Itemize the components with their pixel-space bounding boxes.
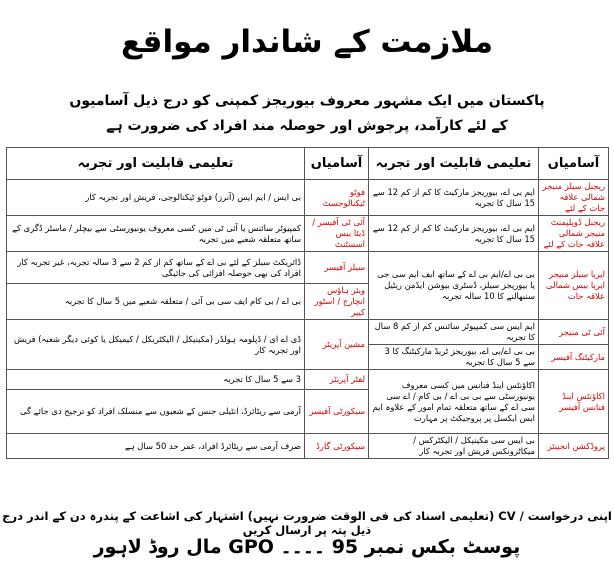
left-post: مشین آپریٹر xyxy=(305,320,369,370)
left-qualification: آرمی سے ریٹائرڈ، انٹیلی جنس کے شعبوں سے منسلک افراد کو ترجیح دی جائے گی xyxy=(7,390,305,434)
postal-address: پوسٹ بکس نمبر 95 ۔۔۔۔ GPO مال روڈ لاہور xyxy=(93,536,521,558)
right-post: پروڈکشن انجینئر xyxy=(539,434,609,459)
left-post: ویئر ہاؤس انچارج / اسٹور کیپر xyxy=(305,284,369,320)
table-row xyxy=(7,180,609,216)
right-qualification: ایم بی اے، بیوریجز مارکیٹ کا کم از کم 12 سے 15 سال کا تجربہ xyxy=(369,216,539,252)
header-post-left: آسامیاں xyxy=(305,148,369,180)
ad-headline: ملازمت کے شاندار مواقع xyxy=(120,24,494,60)
left-post: آئی ٹی آفیسر / ڈیٹا بیس اسسٹنٹ xyxy=(305,216,369,252)
right-post: مارکیٹنگ آفیسر xyxy=(539,345,609,370)
application-instructions: اپنی درخواست / CV (تعلیمی اسناد کی فی الوقت ضرورت نہیں) اشتہار کی اشاعت کے پندرہ دن کے اندر درج ذیل پتہ پر ارسال کریں xyxy=(2,509,612,537)
right-qualification: اکاؤنٹس اینڈ فنانس میں کسی معروف یونیورسٹی سے بی بی اے / بی کام / اے سی سی اے کے ساتھ متعلقہ تمام امور کے علاوہ ایم ایس ایکسل پر پروجیکٹ پر مہارت xyxy=(369,370,539,434)
left-qualification: 3 سے 5 سال کا تجربہ xyxy=(7,370,305,390)
right-post: اکاؤنٹس اینڈ فنانس آفیسر xyxy=(539,370,609,434)
left-post: لفٹر آپریٹر xyxy=(305,370,369,390)
right-qualification: بی ایس سی مکینیکل / الیکٹرکس / میکاٹرونکس فریش اور تجربہ کار xyxy=(369,434,539,459)
left-qualification: بی ایس / ایم ایس (آنرز) فوٹو ٹیکنالوجی، فریش اور تجربہ کار xyxy=(7,180,305,216)
ad-subheading-line-2: کے لئے کارآمد، پرجوش اور حوصلہ مند افراد کی ضرورت ہے xyxy=(106,118,508,134)
table-header-row xyxy=(7,148,609,180)
vacancies-table xyxy=(6,147,609,459)
header-qualification-right: تعلیمی قابلیت اور تجربہ xyxy=(369,148,539,180)
table-row xyxy=(7,370,609,390)
left-qualification: ڈی اے ای / ڈپلومہ ہولڈر (مکینیکل / الیکٹریکل / کیمیکل یا کوئی دیگر شعبہ) فریش اور تجربہ کار xyxy=(7,320,305,370)
left-post: سیکورٹی آفیسر xyxy=(305,390,369,434)
right-qualification: بی بی اے/بی اے، بیوریجز ٹریڈ مارکیٹنگ کا 3 سے 5 سال کا تجربہ xyxy=(369,345,539,370)
table-row xyxy=(7,216,609,252)
right-post: آئی ٹی منیجر xyxy=(539,320,609,345)
table-row xyxy=(7,252,609,284)
left-post: سیکورٹی گارڈ xyxy=(305,434,369,459)
table-row xyxy=(7,320,609,345)
right-qualification: بی بی اے/ایم بی اے کے ساتھ ایف ایم سی جی یا بیوریجز سیلز، ڈسٹری بیوشن ایڈمن ریٹیل سنبھالنے کا 10 سالہ تجربہ xyxy=(369,252,539,320)
left-qualification: صرف آرمی سے ریٹائرڈ افراد، عمر حد 50 سال ہے xyxy=(7,434,305,459)
right-post: ریجنل سیلز منیجر شمالی علاقہ جات کے لئے xyxy=(539,180,609,216)
left-qualification: ڈائریکٹ سیلز کے لئے بی اے کے ساتھ کم از کم 2 سے 3 سالہ تجربہ، غیر تجربہ کار افراد کی بھی حوصلہ افزائی کی جائیگی xyxy=(7,252,305,284)
left-post: فوٹو ٹیکنالوجسٹ xyxy=(305,180,369,216)
header-post-right: آسامیاں xyxy=(539,148,609,180)
table-row xyxy=(7,434,609,459)
right-post: ایریا سیلز منیجر ایریا بیس شمالی علاقہ جات xyxy=(539,252,609,320)
left-post: سیلز آفیسر xyxy=(305,252,369,284)
right-qualification: ایم ایس سی کمپیوٹر سائنس کم از کم 8 سال کا تجربہ xyxy=(369,320,539,345)
left-qualification: کمپیوٹر سائنس یا آئی ٹی میں کسی معروف یونیورسٹی سے بیچلر / ماسٹر ڈگری کے ساتھ متعلقہ شعبے میں تجربہ xyxy=(7,216,305,252)
right-qualification: ایم بی اے، بیوریجز مارکیٹ کا کم از کم 12 سے 15 سال کا تجربہ xyxy=(369,180,539,216)
ad-subheading-line-1: پاکستان میں ایک مشہور معروف بیوریجز کمپنی کو درج ذیل آسامیوں xyxy=(69,93,545,109)
left-qualification: بی اے / بی کام ایف سی بی آئی / متعلقہ شعبے میں 5 سال کا تجربہ xyxy=(7,284,305,320)
header-qualification-left: تعلیمی قابلیت اور تجربہ xyxy=(7,148,305,180)
right-post: ریجنل ڈویلپمنٹ منیجر شمالی علاقہ جات کے لئے xyxy=(539,216,609,252)
